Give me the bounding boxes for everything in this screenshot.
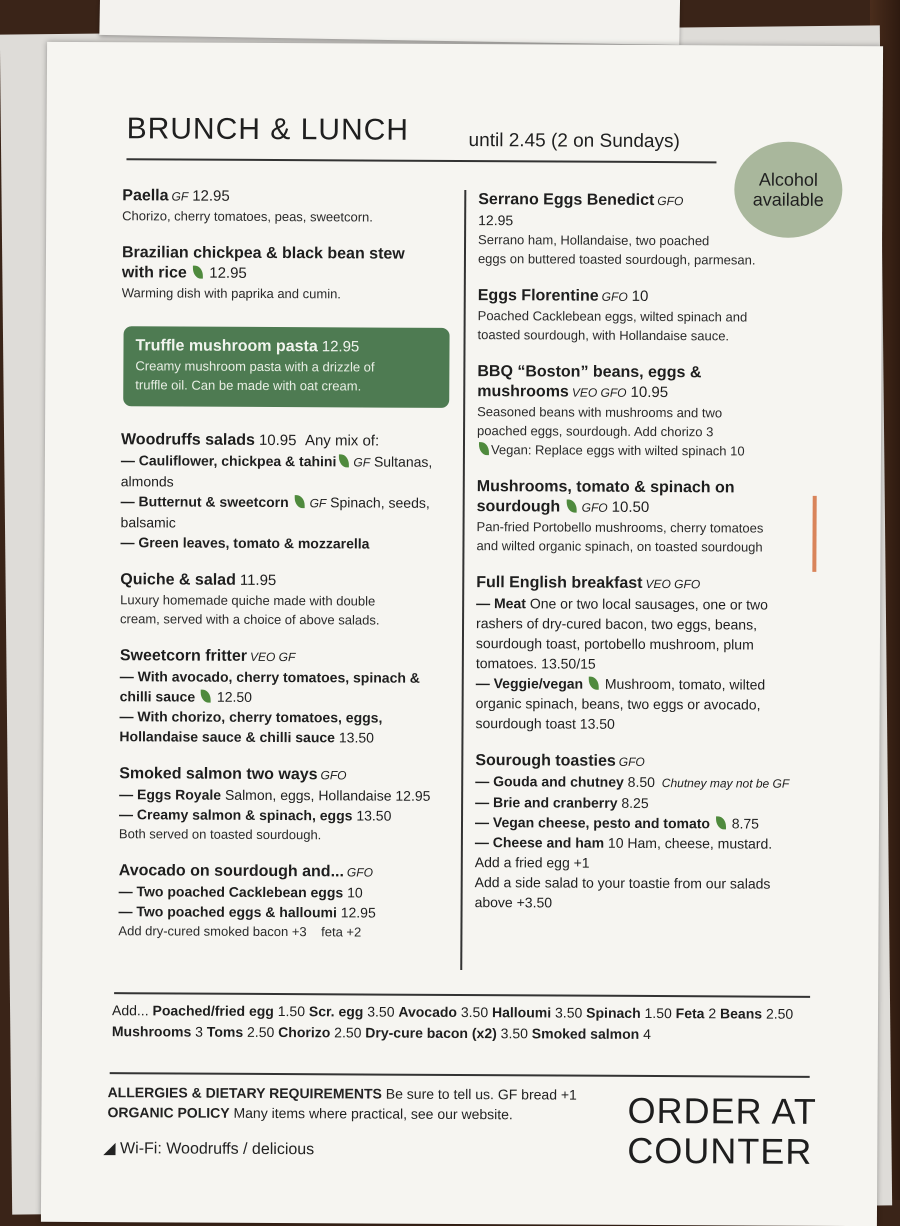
add-on-item: Scr. egg 3.50 — [308, 1003, 395, 1020]
order-at-counter: ORDER AT COUNTER — [627, 1089, 817, 1172]
footer-rule — [110, 1072, 810, 1078]
vegan-leaf-icon — [589, 677, 599, 690]
add-on-item: Dry-cure bacon (x2) 3.50 — [365, 1024, 528, 1042]
orange-marker — [812, 496, 816, 572]
menu-item-salads: Woodruffs salads 10.95 Any mix of: — Cauliflower, chickpea & tahini GF Sultanas, almonds — Butternut & sweetcorn GF Spinach, seeds, balsamic — Green leaves, tomato & mozzarella — [120, 431, 433, 552]
menu-item-full-english: Full English breakfast VEO GFO — Meat One or two local sausages, one or two rashers of dry-cured bacon, two eggs, beans, sourdough toast, portobello mushroom, plum tomatoes. 13.50/15 — Veggie/vegan Mushroom, tomato, wilted organic spinach, beans, two eggs or avocado, sourdough toast 13.50 — [475, 574, 769, 732]
menu-item-toasties: Sourough toasties GFO — Gouda and chutney 8.50 Chutney may not be GF — Brie and cranberry 8.25 — Vegan cheese, pesto and tomato 8.75 — Cheese and ham 10 Ham, cheese, mustard. Add a fried egg +1 Add a side salad to your toastie from our salads above +3.50 — [474, 752, 790, 911]
add-on-item: Halloumi 3.50 — [491, 1004, 583, 1021]
wifi-info — [103, 1138, 314, 1159]
left-column — [122, 186, 453, 322]
menu-item-fritter: Sweetcorn fritter VEO GF — With avocado, cherry tomatoes, spinach & chilli sauce 12.50 — With chorizo, cherry tomatoes, eggs, Hollandaise sauce & chilli sauce 13.50 — [119, 647, 420, 746]
vegan-leaf-icon — [479, 442, 489, 455]
menu-item-mushrooms: Mushrooms, tomato & spinach on sourdough GFO 10.50 Pan-fried Portobello mushrooms, cherry tomatoes and wilted organic spinach, on toasted sourdough — [476, 478, 764, 555]
menu-item-benedict: Serrano Eggs Benedict GFO 12.95 Serrano ham, Hollandaise, two poached eggs on buttered toasted sourdough, parmesan. — [477, 191, 756, 268]
menu-item-bbq-beans: BBQ “Boston” beans, eggs & mushrooms VEO GFO 10.95 Seasoned beans with mushrooms and two poached eggs, sourdough. Add chorizo 3 Vegan: Replace eggs with wilted spinach 10 — [477, 363, 745, 459]
page-title: BRUNCH & LUNCH — [126, 112, 410, 147]
left-column-lower — [118, 430, 457, 960]
add-on-item: Smoked salmon 4 — [531, 1025, 651, 1042]
allergy-label: ALLERGIES & DIETARY REQUIREMENTS — [107, 1084, 382, 1102]
badge-line1: Alcohol — [758, 169, 818, 190]
menu-sheet — [41, 42, 883, 1226]
menu-item-florentine: Eggs Florentine GFO 10 Poached Cacklebean eggs, wilted spinach and toasted sourdough, with Hollandaise sauce. — [477, 287, 748, 344]
add-on-item: Spinach 1.50 — [586, 1004, 672, 1022]
add-on-item: Beans 2.50 — [720, 1005, 794, 1022]
organic-text: Many items where practical, see our website. — [233, 1104, 513, 1123]
add-on-item: Chorizo 2.50 — [278, 1024, 362, 1041]
vegan-leaf-icon — [193, 266, 203, 279]
add-ons — [112, 1000, 812, 1046]
add-on-item: Mushrooms 3 — [111, 1023, 203, 1040]
adds-lead: Add... — [111, 1002, 149, 1019]
allergy-text: Be sure to tell us. GF bread +1 — [385, 1085, 577, 1103]
add-on-item: Avocado 3.50 — [398, 1003, 489, 1021]
wifi-text: Wi-Fi: Woodruffs / delicious — [120, 1140, 315, 1159]
menu-item-truffle-pasta: Truffle mushroom pasta 12.95 Creamy mushroom pasta with a drizzle of truffle oil. Can be made with oat cream. — [123, 326, 449, 408]
add-on-item: Poached/fried egg 1.50 — [152, 1002, 306, 1020]
vegan-leaf-icon — [716, 816, 726, 829]
adds-rule — [114, 992, 810, 998]
menu-item-paella: Paella GF 12.95 Chorizo, cherry tomatoes, peas, sweetcorn. — [122, 187, 373, 225]
menu-item-smoked-salmon: Smoked salmon two ways GFO — Eggs Royale Salmon, eggs, Hollandaise 12.95 — Creamy salmon & spinach, eggs 13.50 Both served on toasted sourdough. — [118, 765, 431, 843]
vegan-leaf-icon — [338, 454, 348, 467]
pasta-special-text — [260, 0, 603, 1]
menu-item-avocado: Avocado on sourdough and... GFO — Two poached Cacklebean eggs 10 — Two poached eggs & halloumi 12.95 Add dry-cured smoked bacon +3 feta +2 — [118, 862, 376, 940]
column-divider — [460, 190, 466, 970]
page-subtitle: until 2.45 (2 on Sundays) — [468, 130, 680, 153]
vegan-leaf-icon — [567, 500, 577, 513]
menu-item-quiche: Quiche & salad 11.95 Luxury homemade quiche made with double cream, served with a choice of above salads. — [120, 571, 380, 628]
badge-line2: available — [752, 189, 824, 210]
title-rule — [126, 158, 716, 163]
wifi-icon: ◢ — [103, 1140, 116, 1158]
add-on-item: Toms 2.50 — [206, 1023, 275, 1041]
add-on-item: Feta 2 — [675, 1005, 717, 1022]
vegan-leaf-icon — [295, 495, 305, 508]
footer-info — [107, 1082, 576, 1124]
right-column — [474, 190, 814, 932]
menu-item-stew: Brazilian chickpea & black bean stew with rice 12.95 Warming dish with paprika and cumin. — [121, 244, 405, 302]
organic-label: ORGANIC POLICY — [107, 1104, 230, 1121]
vegan-leaf-icon — [201, 690, 211, 703]
